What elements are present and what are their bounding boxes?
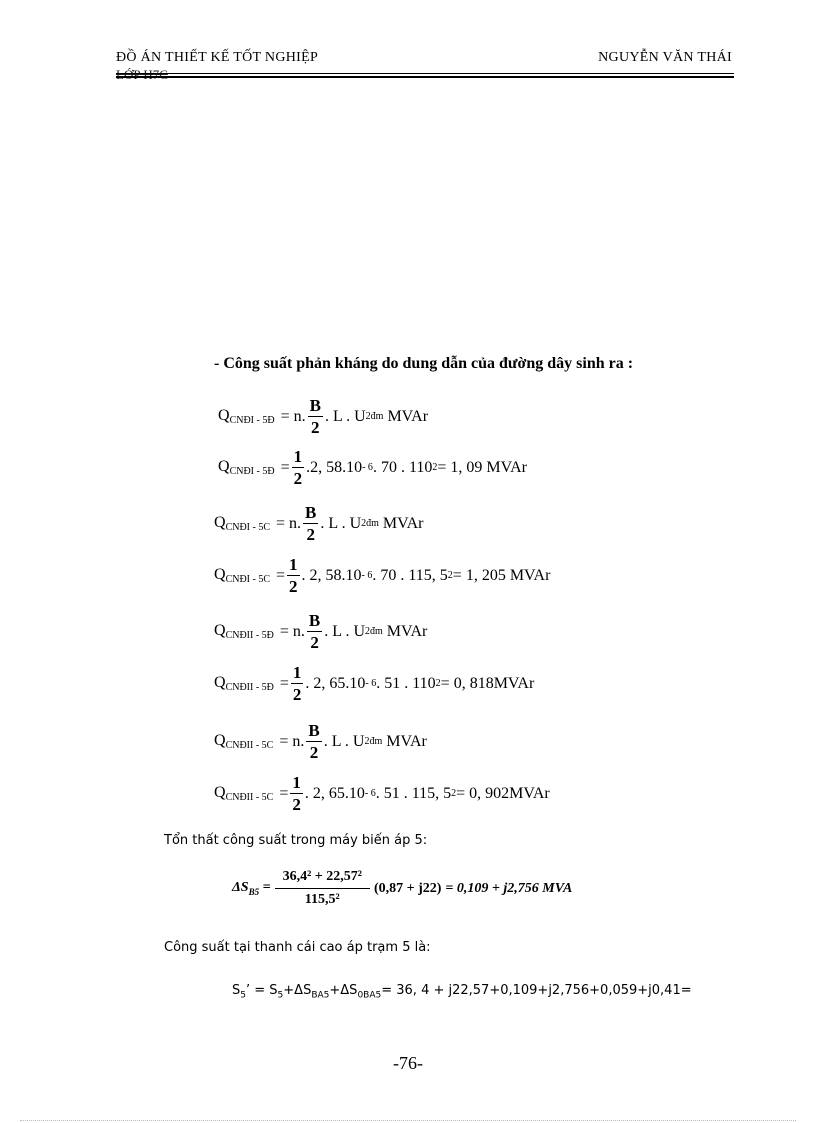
eq-result: = 1, 205 MVAr <box>452 566 551 584</box>
equation-row: $Q_{CNĐI - 5C}$ = n. $\frac{B}{2}$ . L . U 2 đm MVAr <box>214 503 424 544</box>
header-rule-thick <box>116 76 734 78</box>
delta-s-denominator: 115,5² <box>304 892 340 907</box>
header-title: ĐỒ ÁN THIẾT KẾ TỐT NGHIỆP <box>116 50 319 65</box>
eq-body: . 2, 65.10 <box>304 784 365 802</box>
transformer-loss-label: Tổn thất công suất trong máy biến áp 5: <box>164 833 428 848</box>
q-symbol: $Q_{CNĐI - 5Đ}$ <box>218 407 275 426</box>
header-class: LỚP H7C <box>116 67 168 82</box>
delta-s-fraction <box>275 869 370 908</box>
eq-result: = 0, 818MVAr <box>440 674 535 692</box>
eq-prefix: = n. <box>280 407 306 425</box>
delta-s-paren: (0,87 + j22) <box>373 880 442 896</box>
eq-prefix: = <box>279 674 289 692</box>
fraction: $\frac{1}{2}$ <box>293 447 303 488</box>
q-symbol: $Q_{CNĐI - 5C}$ <box>214 566 271 585</box>
fraction: $\frac{1}{2}$ <box>292 773 301 814</box>
equation-row: $Q_{CNĐI - 5Đ}$ = $\frac{1}{2}$ .2, 58.10 - 6 . 70 . 110 2 = 1, 09 MVAr <box>218 447 527 488</box>
eq-unit: MVAr <box>382 514 424 532</box>
eq-body: . L . U <box>323 732 365 750</box>
q-symbol: $Q_{CNĐII - 5C}$ <box>214 784 274 803</box>
footer-line <box>20 1120 796 1121</box>
q-symbol: $Q_{CNĐII - 5C}$ <box>214 732 274 751</box>
eq-prefix: = <box>276 566 286 584</box>
eq-unit: MVAr <box>387 407 429 425</box>
eq-prefix: = <box>279 784 289 802</box>
eq-body: . L . U <box>324 407 366 425</box>
eq-body: . 2, 58.10 <box>301 566 362 584</box>
equation-row: $Q_{CNĐI - 5C}$ = $\frac{1}{2}$ . 2, 58.10 - 6 . 70 . 115, 5 2 = 1, 205 MVAr <box>214 555 551 596</box>
s5-equation: $S_5$’ = $S_5+\Delta S_{BA5}+\Delta S_{0BA5}= 36$, 4 + j22,57+0,109+j2,756+0,059+j0,41= <box>232 983 692 1001</box>
bus-power-label: Công suất tại thanh cái cao áp trạm 5 là: <box>164 940 431 955</box>
page-number: -76- <box>393 1053 423 1073</box>
eq-unit: MVAr <box>386 622 428 640</box>
header-author: NGUYỄN VĂN THÁI <box>598 50 732 65</box>
equation-row: $Q_{CNĐII - 5C}$ = $\frac{1}{2}$ . 2, 65.10 - 6 . 51 . 115, 5 2 = 0, 902MVAr <box>214 773 550 814</box>
fraction: $\frac{B}{2}$ <box>308 611 321 652</box>
eq-prefix: = n. <box>279 732 305 750</box>
equation-row: $Q_{CNĐII - 5Đ}$ = n. $\frac{B}{2}$ . L . U 2 đm MVAr <box>214 611 428 652</box>
eq-unit: MVAr <box>386 732 427 750</box>
equation-row: $Q_{CNĐII - 5C}$ = n. $\frac{B}{2}$ . L . U 2 đm MVAr <box>214 721 427 762</box>
eq-body: .2, 58.10 <box>306 458 363 476</box>
q-symbol: $Q_{CNĐI - 5Đ}$ <box>218 458 275 477</box>
q-symbol: $Q_{CNĐII - 5Đ}$ <box>214 622 274 641</box>
eq-result: = 0, 902MVAr <box>456 784 550 802</box>
delta-s-equation <box>232 869 572 908</box>
eq-prefix: = n. <box>279 622 305 640</box>
eq-body: . L . U <box>320 514 362 532</box>
q-symbol: $Q_{CNĐII - 5Đ}$ <box>214 674 274 693</box>
header-rule-thin <box>116 73 734 74</box>
delta-s-numerator: 36,4² + 22,57² <box>275 869 370 889</box>
section-bullet: - Công suất phản kháng do dung dẫn của đường dây sinh ra : <box>214 355 634 372</box>
eq-prefix: = <box>280 458 290 476</box>
eq-body: . L . U <box>324 622 365 640</box>
fraction: $\frac{B}{2}$ <box>305 503 317 544</box>
delta-s-lhs: $\Delta S_{B5}$ = <box>232 880 271 897</box>
fraction: $\frac{1}{2}$ <box>292 663 302 704</box>
fraction: $\frac{B}{2}$ <box>308 721 320 762</box>
fraction: $\frac{B}{2}$ <box>309 396 321 437</box>
eq-prefix: = n. <box>276 514 302 532</box>
eq-result: = 1, 09 MVAr <box>437 458 527 476</box>
equation-row: $Q_{CNĐI - 5Đ}$ = n. $\frac{B}{2}$ . L . U 2 đm MVAr <box>218 396 429 437</box>
delta-s-result: = 0,109 + j2,756 MVA <box>445 880 573 896</box>
equation-row: $Q_{CNĐII - 5Đ}$ = $\frac{1}{2}$ . 2, 65.10 - 6 . 51 . 110 2 = 0, 818MVAr <box>214 663 535 704</box>
fraction: $\frac{1}{2}$ <box>289 555 298 596</box>
eq-body: . 2, 65.10 <box>305 674 366 692</box>
q-symbol: $Q_{CNĐI - 5C}$ <box>214 514 271 533</box>
